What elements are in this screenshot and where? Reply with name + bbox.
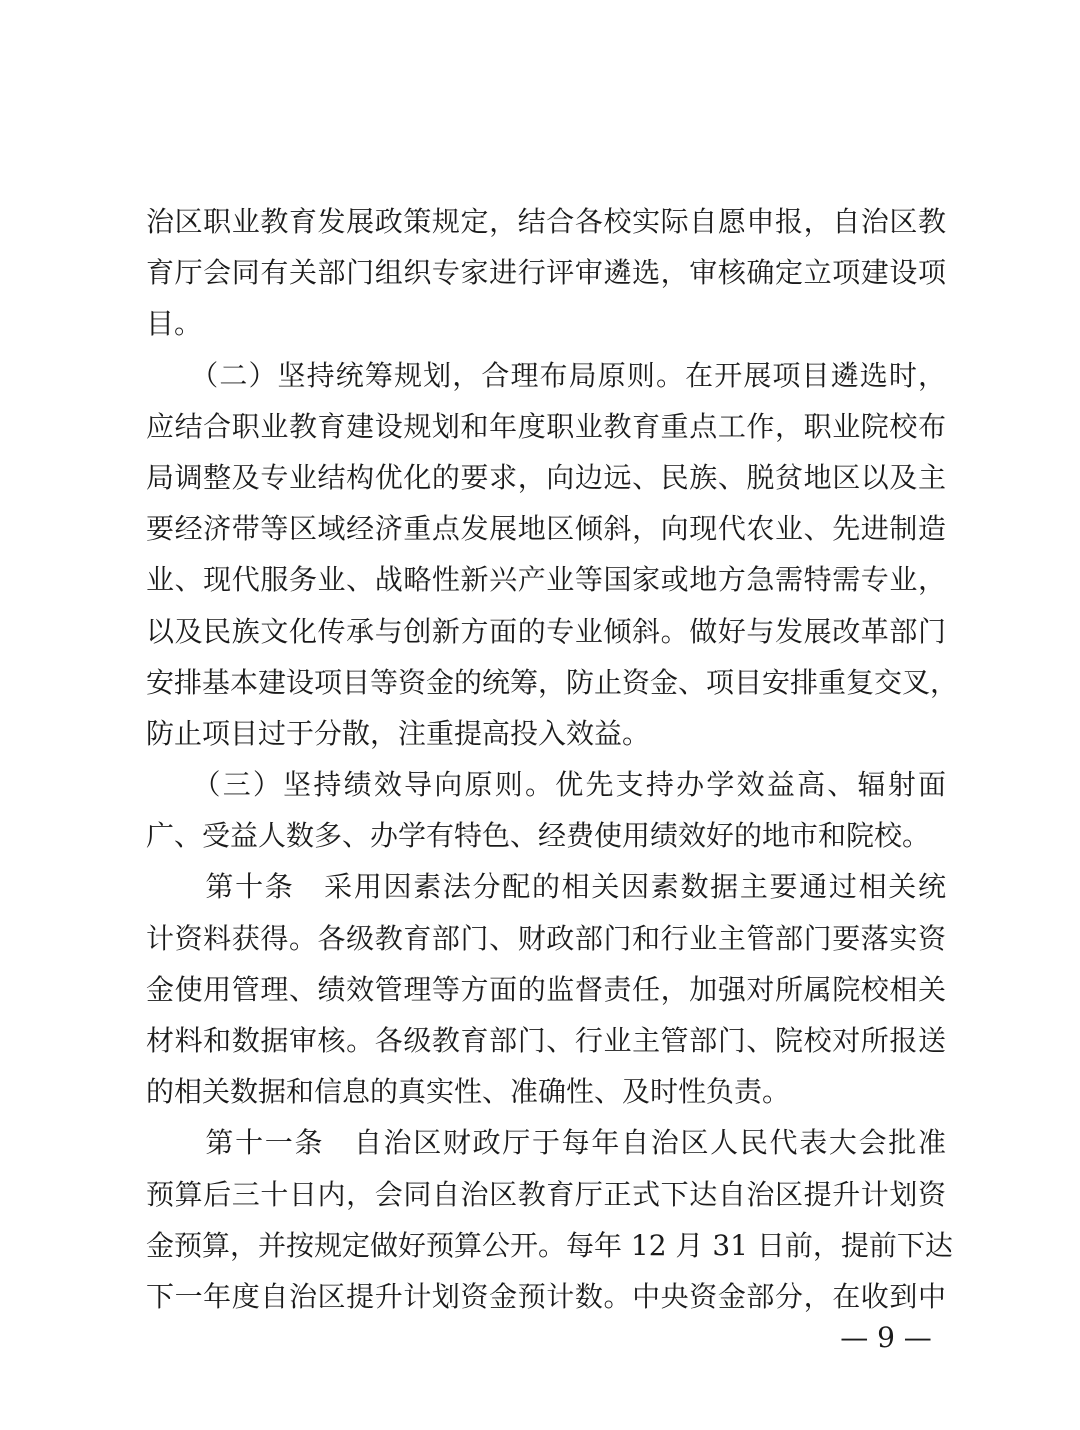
text-line: 育厅会同有关部门组织专家进行评审遴选，审核确定立项建设项 [146, 256, 946, 290]
text-line: 局调整及专业结构优化的要求，向边远、民族、脱贫地区以及主 [146, 460, 946, 494]
text-line: 金预算，并按规定做好预算公开。每年 12 月 31 日前，提前下达 [146, 1228, 953, 1262]
text-line: 业、现代服务业、战略性新兴产业等国家或地方急需特需专业， [146, 563, 946, 597]
text-line: （二）坚持统筹规划，合理布局原则。在开展项目遴选时， [146, 358, 946, 392]
text-line: 第十条 采用因素法分配的相关因素数据主要通过相关统 [146, 870, 946, 904]
text-line: 广、受益人数多、办学有特色、经费使用绩效好的地市和院校。 [146, 819, 931, 853]
text-line: 材料和数据审核。各级教育部门、行业主管部门、院校对所报送 [146, 1024, 946, 1057]
text-line: 预算后三十日内，会同自治区教育厅正式下达自治区提升计划资 [146, 1177, 946, 1211]
text-line: （三）坚持绩效导向原则。优先支持办学效益高、辐射面 [146, 768, 946, 802]
text-line: 防止项目过于分散，注重提高投入效益。 [146, 716, 651, 750]
text-line: 要经济带等区域经济重点发展地区倾斜，向现代农业、先进制造 [146, 512, 946, 546]
body-text [146, 196, 959, 1322]
text-line: 以及民族文化传承与创新方面的专业倾斜。做好与发展改革部门 [146, 614, 946, 648]
text-line: 安排基本建设项目等资金的统筹，防止资金、项目安排重复交叉， [146, 665, 959, 699]
page-number: — 9 — [840, 1321, 932, 1354]
text-line: 金使用管理、绩效管理等方面的监督责任，加强对所属院校相关 [146, 972, 946, 1006]
text-line: 计资料获得。各级教育部门、财政部门和行业主管部门要落实资 [146, 921, 946, 955]
text-line: 应结合职业教育建设规划和年度职业教育重点工作，职业院校布 [146, 409, 946, 443]
text-line: 下一年度自治区提升计划资金预计数。中央资金部分，在收到中 [146, 1279, 946, 1313]
text-line: 目。 [146, 307, 203, 341]
text-line: 的相关数据和信息的真实性、准确性、及时性负责。 [146, 1075, 791, 1109]
text-line: 第十一条 自治区财政厅于每年自治区人民代表大会批准 [146, 1126, 946, 1160]
text-line: 治区职业教育发展政策规定，结合各校实际自愿申报，自治区教 [146, 205, 946, 238]
